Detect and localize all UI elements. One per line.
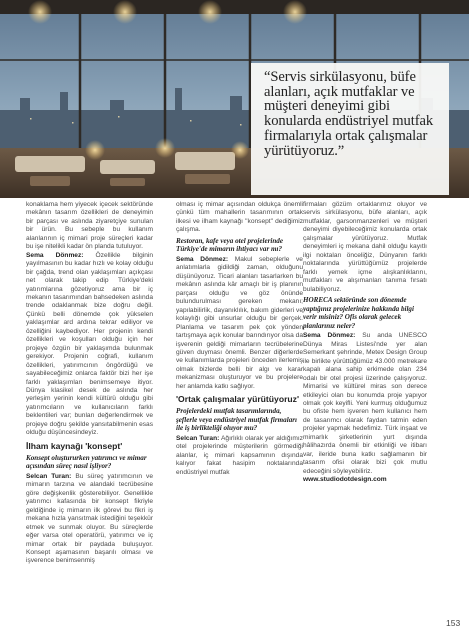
- paragraph: [176, 256, 303, 391]
- paragraph: [26, 473, 153, 566]
- interview-question: Restoran, kafe veya otel projelerinde Türkiye'de mimarın ihtiyacı var mı?: [176, 236, 283, 254]
- paragraph: konaklama hem yiyecek içecek sektöründe mekânın tasarım özellikleri de deneyimin bir parçası ve aslında ziyaretçiye sunulan bir ürün. Bu sebeple bu kullanım alanlarının iç mimari proje süreçleri kadar bu işe nitelikli kadar ön planda tutuluyor.: [26, 201, 153, 251]
- pull-quote: “Servis sirkülasyonu, büfe alanları, açık mutfaklar ve müşteri deneyimi gibi konularda endüstriyel mutfak firmalarıyla ortak çalışmalar yürütüyoruz.”: [264, 69, 434, 159]
- article-column-3: [303, 201, 427, 485]
- interview-question: Projelerdeki mutfak tasarımlarında, şeflerle veya endüstriyel mutfak firmaları ile iş birlikteliği oluyor mu?: [176, 407, 297, 433]
- answer-text: Su anda UNESCO Dünya Miras Listesi'nde yer alan Semerkant şehrinde, Metex Design Group ile birlikte yürüttüğümüz 43.000 metrekare kapalı alana sahip erkimede olan 234 odalı bir otel projesi üzerinde çalışıyoruz. Mimarisi ve kültürel miras son derece etkileyici olan bu konumda proje yapıyor olmak çok keyifli. Yeni kurmuş olduğumuz bu ofiste hem işveren hem kullanıcı hem de tasarımcı olarak faydan tatmin eden projeler yapmak hedefimiz. Türk inşaat ve mimarlık şirketlerinin yurt dışında hâlihazırda önemli bir etkinliği ve itibarı var, ileride buna katkı sağlamanın bir tasarım ofisi olarak bizi çok mutlu edeceğini söyleyebiliriz.: [303, 332, 427, 475]
- paragraph: firmaları gözüm ortaklarımız oluyor ve servis sirkülasyonu, büfe alanları, açık mutfaklar, garsonmanzenleri ve müşteri deneyimi diyebileceğimiz konularda ortak çalışmalar yürütüyoruz. Mutfak deneyimleri iç mekana dahil olduğu kayıtlı ilgi noktaları önceliğiz, Dünyanın farklı noktalarında yürüttüğümüz projelerde farklı yemek içme alışkanlıklarını, mutfakları ve alışımanları tanıma fırsatı bulabiliyoruz.: [303, 201, 427, 293]
- page-number: 153: [446, 618, 461, 628]
- pull-quote-box: [251, 63, 449, 195]
- paragraph: [176, 435, 303, 477]
- website-link[interactable]: www.studiodotdesign.com: [303, 476, 387, 484]
- answer-text: Bu süreç yatırımcının ve mimarın tarzına ve alandaki tecrübesine göre değişkenlik gösterebiliyor. Genellikle yatırımcı kafasında bir konsept fikriyle geldiğinde iç mimarın ilk görevi bu fikri iş mekana hızla yansıtmak istediğini teşekkür etmek ve sunmak oluyor. Bu süreçlerde eğer varsa otel operatörü, yatırımcı ve iç mimar ortak bir paydada buluşuyor. Konsept aşamasının başarılı olması ve işverence benimsenmiş: [26, 472, 153, 565]
- paragraph: olması iç mimar açısından oldukça önemli çünkü tüm mahallerin tasarımının ortak ilkesi ve ilham kaynağı "konsept" dediğimiz çalışma.: [176, 201, 303, 234]
- speaker-name: Sema Dönmez:: [303, 332, 356, 340]
- answer-text: Ağırlıklı olarak yer aldığımız otel projelerinde müşterilerin görmediği alanlar, iç mimari kapsamının dışında kalıyor fakat hasipim noktalarında endüstriyel mutfak: [176, 435, 303, 476]
- answer-text: Özellikle bilginin yayılmasının bu kadar hızlı ve kolay olduğu bir çağda, trend olan yaklaşımları açıkçası net olarak takip edip Türkiye'deki yatırımlarına gözetiyoruz ama bir iç mekanın tasarımından bahsedeken aslında trende odaklanmak bize doğru değil. Çünkü belli dönemde çok yükselen yaklaşımlar ard ardına tekrar ediliyor ve özelliğini kaybediyor. Her projenin kendi özellikleri ve koşulları olduğu için her projeye özgün bir yaklaşımda bulunmak gerekiyor. Projenin coğrafi, kullanım özellikleri, yatırımcının öngördüğü ve sayabileceğimiz onlarca faktör bizi her işe farklı yaklaşımları benimsemeye itiyor. Dünya klasikel desek de aslında her yerleşim yerinin kendi kültürü olduğu gibi yatırımcıların ve kullanıcıların farklı beklentileri var; bunları değerlendirmek ve projeye doğru şekilde yansıtabilmenin esas olduğu düşüncesindeyiz.: [26, 251, 153, 437]
- interview-question: HORECA sektöründe son dönemde yaptığınız projelerinize hakkında bilgi verir misiniz? Ofis olarak gelecek planlarınız neler?: [303, 295, 414, 330]
- paragraph: [303, 332, 427, 476]
- article-column-1: [26, 201, 153, 566]
- speaker-name: Selcan Turan:: [26, 472, 72, 480]
- article-column-2: [176, 201, 303, 477]
- speaker-name: Selcan Turan:: [176, 435, 220, 443]
- section-heading: 'Ortak çalışmalar yürütüyoruz': [176, 394, 300, 405]
- section-heading: İlham kaynağı 'konsept': [26, 440, 123, 451]
- speaker-name: Sema Dönmez:: [176, 256, 229, 263]
- interview-question: Konsept oluştururken yatırımcı ve mimar açısından süreç nasıl işliyor?: [26, 453, 147, 471]
- answer-text: Makul sebeplerle ve anlatımlarla gidildiği zaman, olduğunu düşünüyoruz. Ticari alanları tasarlarken bu mekânın aslında kâr amaçlı bir iş planının parçası olduğu ve göz önünde bulundurulması gereken mekanı; yapılabilirlik, dayanıklılık, bakım giderleri ve kolaylığı gibi unsurlar olduğu bir gerçek. Planlama ve tasarım pek çok yönden tartışmaya açık konular barındırıyor olsa da işverenin geldiği mimarların tecrübelerine güven duyması önemli. Benzer diğerlerde ve kullanımlarda projeleri önceden ilerlemiş olmak bizlerde belli bir algı ve karar mekanizması oluşturuyor ve bu projelere her anlamda katkı sağlıyor.: [176, 256, 303, 390]
- speaker-name: Sema Dönmez:: [26, 251, 84, 259]
- paragraph: [26, 252, 153, 438]
